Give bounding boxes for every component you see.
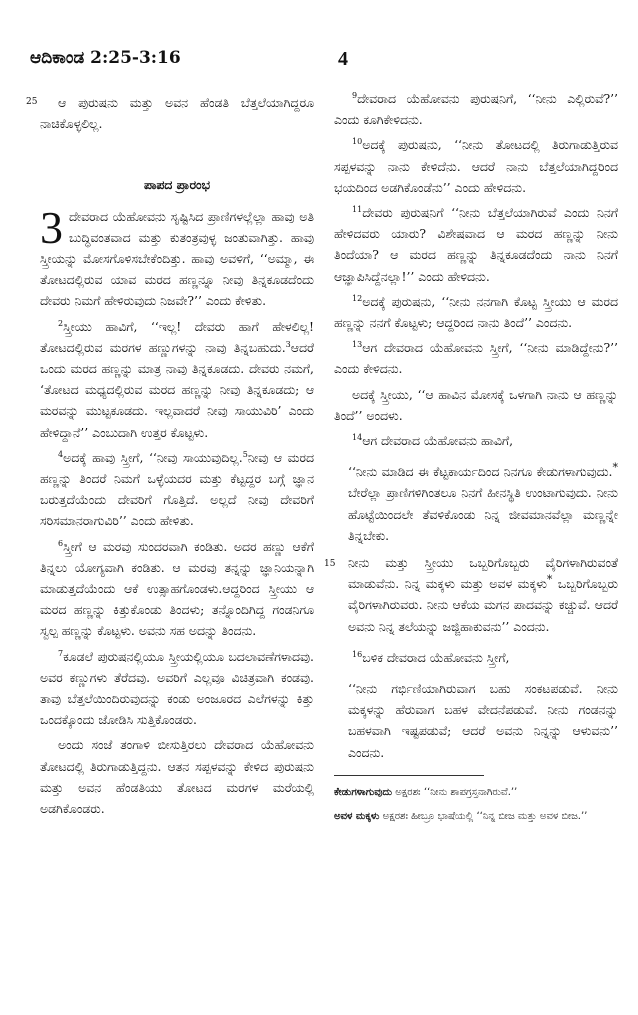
page-header — [30, 48, 610, 76]
verse-3-1: ದೇವರಾದ ಯೆಹೋವನು ಸೃಷ್ಟಿಸಿದ ಪ್ರಾಣಿಗಳಲ್ಲೆಲ್ಲಾ ಹಾವು ಅತಿ ಬುದ್ಧಿವಂತವಾದ ಮತ್ತು ಕುತಂತ್ರವುಳ್ಳ ಜಂತುವಾಗಿತ್ತು. ಹಾವು ಸ್ತ್ರೀಯನ್ನು ಮೋಸಗೊಳಿಸಬೇಕೆಂದಿತ್ತು. ಹಾವು ಅವಳಿಗೆ, ‘‘ಅಮ್ಮಾ, ಈ ತೋಟದಲ್ಲಿರುವ ಯಾವ ಮರದ ಹಣ್ಣನ್ನೂ ನೀವು ತಿನ್ನಕೂಡದೆಂದು ದೇವರು ನಿಮಗೆ ಹೇಳಿರುವುದು ನಿಜವೇ?’’ ಎಂದು ಕೇಳಿತು. — [40, 208, 314, 309]
stanza-2: 15 ನೀನು ಮತ್ತು ಸ್ತ್ರೀಯು ಒಬ್ಬರಿಗೊಬ್ಬರು ವೈರಿಗಳಾಗಿರುವಂತೆ ಮಾಡುವೆನು. ನಿನ್ನ ಮಕ್ಕಳು ಮತ್ತು ಅವಳ ಮಕ್ಕಳು* ಒಬ್ಬರಿಗೊಬ್ಬರು ವೈರಿಗಳಾಗಿರುವರು. ನೀನು ಆಕೆಯ ಮಗನ ಪಾದವನ್ನು ಕಚ್ಚುವೆ. ಆದರೆ ಅವನು ನಿನ್ನ ತಲೆಯನ್ನು ಜಜ್ಜಿಹಾಕುವನು’’ ಎಂದನು. — [324, 555, 618, 634]
right-column — [324, 88, 618, 832]
verse-25: ಆ ಪುರುಷನು ಮತ್ತು ಅವನ ಹೆಂಡತಿ ಬೆತ್ತಲೆಯಾಗಿದ್ದರೂ ನಾಚಿಕೊಳ್ಳಲಿಲ್ಲ. — [40, 95, 314, 132]
verse-number-15: 15 — [324, 559, 336, 570]
verse-number-25: 25 — [26, 97, 38, 107]
book-reference: ಆದಿಕಾಂಡ 2:25-3:16 — [30, 48, 181, 68]
verse-13b: ಅದಕ್ಕೆ ಸ್ತ್ರೀಯು, ‘‘ಆ ಹಾವಿನ ಮೋಸಕ್ಕೆ ಒಳಗಾಗಿ ನಾನು ಆ ಹಣ್ಣನ್ನು ತಿಂದೆ’’ ಅಂದಳು. — [334, 386, 618, 423]
verse-number-2: 2 — [58, 318, 64, 328]
verse-number-12: 12 — [352, 293, 363, 303]
poem-line: ‘‘ನೀನು ಮಾಡಿದ ಈ ಕೆಟ್ಟಕಾರ್ಯದಿಂದ ನಿನಗೂ ಕೇಡುಗಳಾಗುವುದು. — [348, 464, 613, 480]
verse-number-3: 3 — [285, 339, 291, 349]
verse-9: $^9$ದೇವರಾದ ಯೆಹೋವನು ಪುರುಷನಿಗೆ, ‘‘ನೀನು ಎಲ್ಲಿರುವೆ?’’ ಎಂದು ಕೂಗಿಕೇಳಿದನು. — [334, 90, 618, 128]
verse-8: ಅಂದು ಸಂಜೆ ತಂಗಾಳಿ ಬೀಸುತ್ತಿರಲು ದೇವರಾದ ಯೆಹೋವನು ತೋಟದಲ್ಲಿ ತಿರುಗಾಡುತ್ತಿದ್ದನು. ಆತನ ಸಪ್ಪಳವನ್ನು ಕೇಳಿದ ಪುರುಷನು ಮತ್ತು ಅವನ ಹೆಂಡತಿಯು ತೋಟದ ಮರಗಳ ಮರೆಯಲ್ಲಿ ಅಡಗಿಕೊಂಡರು. — [40, 737, 314, 817]
verse-6: $^6$ಸ್ತ್ರೀಗೆ ಆ ಮರವು ಸುಂದರವಾಗಿ ಕಂಡಿತು. ಅದರ ಹಣ್ಣು ಆಕೆಗೆ ತಿನ್ನಲು ಯೋಗ್ಯವಾಗಿ ಕಂಡಿತು. ಆ ಮರವು ತನ್ನನ್ನು ಜ್ಞಾನಿಯನ್ನಾಗಿ ಮಾಡುತ್ತದೆಯೆಂದು ಆಕೆ ಉತ್ಸಾಹಗೊಂಡಳು.ಆದ್ದರಿಂದ ಸ್ತ್ರೀಯು ಆ ಮರದ ಹಣ್ಣನ್ನು ಕಿತ್ತುಕೊಂಡು ತಿಂದಳು; ತನ್ನೊಂದಿಗಿದ್ದ ಗಂಡನಿಗೂ ಸ್ವಲ್ಪ ಹಣ್ಣನ್ನು ಕೊಟ್ಟಳು. ಅವನು ಸಹ ಅದನ್ನು ತಿಂದನು. — [40, 538, 314, 639]
verse-13: $^{13}$ಆಗ ದೇವರಾದ ಯೆಹೋವನು ಸ್ತ್ರೀಗೆ, ‘‘ನೀನು ಮಾಡಿದ್ದೇನು?’’ ಎಂದು ಕೇಳಿದನು. — [334, 340, 618, 377]
page-number: 4 — [338, 48, 348, 70]
verse-11: $^{11}$ದೇವರು ಪುರುಷನಿಗೆ ‘‘ನೀನು ಬೆತ್ತಲೆಯಾಗಿರುವೆ ಎಂದು ನಿನಗೆ ಹೇಳಿದವರು ಯಾರು? ವಿಶೇಷವಾದ ಆ ಮರದ ಹಣ್ಣನ್ನು ನೀನು ತಿಂದೆಯಾ? ಆ ಮರದ ಹಣ್ಣನ್ನು ತಿನ್ನಕೂಡದೆಂದು ನಾನು ನಿನಗೆ ಆಜ್ಞಾಪಿಸಿದ್ದೆನಲ್ಲಾ!’’ ಎಂದು ಹೇಳಿದನು. — [334, 204, 618, 284]
verse-12: $^{12}$ಅದಕ್ಕೆ ಪುರುಷನು, ‘‘ನೀನು ನನಗಾಗಿ ಕೊಟ್ಟ ಸ್ತ್ರೀಯು ಆ ಮರದ ಹಣ್ಣನ್ನು ನನಗೆ ಕೊಟ್ಟಳು; ಆದ್ದರಿಂದ ನಾನು ತಿಂದೆ’’ ಎಂದನು. — [334, 293, 618, 331]
verse-10: $^{10}$ಅದಕ್ಕೆ ಪುರುಷನು, ‘‘ನೀನು ತೋಟದಲ್ಲಿ ತಿರುಗಾಡುತ್ತಿರುವ ಸಪ್ಪಳವನ್ನು ನಾನು ಕೇಳಿದೆನು. ಆದರೆ ನಾನು ಬೆತ್ತಲೆಯಾಗಿದ್ದರಿಂದ ಭಯದಿಂದ ಅಡಗಿಕೊಂಡೆನು’’ ಎಂದು ಹೇಳಿದನು. — [334, 137, 618, 195]
poem-line: ‘‘ನೀನು ಗರ್ಭಿಣಿಯಾಗಿರುವಾಗ ಬಹು ಸಂಕಟಪಡುವೆ. ನೀನು ಮಕ್ಕಳನ್ನು ಹೆರುವಾಗ ಬಹಳ ವೇದನೆಪಡುವೆ. ನೀನು ಗಂಡನನ್ನು ಬಹಳವಾಗಿ ಇಷ್ಟಪಡುವೆ; ಆದರೆ ಅವನು ನಿನ್ನನ್ನು ಆಳುವನು’’ ಎಂದನು. — [348, 681, 618, 760]
chapter-number: 3 — [40, 201, 63, 253]
verse-number-16: 16 — [352, 649, 363, 659]
poem-curse-woman — [334, 678, 618, 763]
footnote-2: ಅವಳ ಮಕ್ಕಳು ಅಕ್ಷರಶಃ ಹೀಬ್ರೂ ಭಾಷೆಯಲ್ಲಿ ‘‘ನಿನ್ನ ಬೀಜ ಮತ್ತು ಅವಳ ಬೀಜ.’’ — [334, 810, 588, 822]
verse-number-10: 10 — [352, 137, 363, 147]
verse-number-14: 14 — [352, 432, 363, 442]
verse-4-5: $^4$ಅದಕ್ಕೆ ಹಾವು ಸ್ತ್ರೀಗೆ, ‘‘ನೀವು ಸಾಯುವುದಿಲ್ಲ.$^5$ನೀವು ಆ ಮರದ ಹಣ್ಣನ್ನು ತಿಂದರೆ ನಿಮಗೆ ಒಳ್ಳೆಯದರ ಮತ್ತು ಕೆಟ್ಟದ್ದರ ಬಗ್ಗೆ ಜ್ಞಾನ ಬರುತ್ತದೆಯೆಂದು ದೇವರಿಗೆ ಗೊತ್ತಿದೆ. ಅಲ್ಲದೆ ನೀವು ದೇವರಿಗೆ ಸರಿಸಮಾನರಾಗುವಿರಿ’’ ಎಂದು ಹೇಳಿತು. — [40, 449, 314, 529]
left-column — [26, 92, 314, 823]
verse-number-6: 6 — [58, 538, 64, 548]
verse-number-9: 9 — [352, 90, 358, 100]
stanza-1: ‘‘ನೀನು ಮಾಡಿದ ಈ ಕೆಟ್ಟಕಾರ್ಯದಿಂದ ನಿನಗೂ ಕೇಡುಗಳಾಗುವುದು.* ಬೇರೆಲ್ಲಾ ಪ್ರಾಣಿಗಳಿಗಿಂತಲೂ ನಿನಗೆ ಹೀನಸ್ಥಿತಿ ಉಂಟಾಗುವುದು. ನೀನು ಹೊಟ್ಟೆಯಿಂದಲೇ ತೆವಳಿಕೊಂಡು ನಿನ್ನ ಜೀವಮಾನವೆಲ್ಲಾ ಮಣ್ಣನ್ನೇ ತಿನ್ನಬೇಕು. — [348, 461, 618, 543]
footnote-1: ಕೇಡುಗಳಾಗುವುದು ಅಕ್ಷರಶಃ ‘‘ನೀನು ಶಾಪಗ್ರಸ್ತನಾಗಿರುವೆ.’’ — [334, 786, 518, 798]
verse-14: $^{14}$ಆಗ ದೇವರಾದ ಯೆಹೋವನು ಹಾವಿಗೆ, — [352, 432, 514, 449]
verse-number-7: 7 — [58, 648, 64, 658]
verse-7: $^7$ಕೂಡಲೆ ಪುರುಷನಲ್ಲಿಯೂ ಸ್ತ್ರೀಯಲ್ಲಿಯೂ ಬದಲಾವಣೆಗಳಾದವು. ಅವರ ಕಣ್ಣುಗಳು ತೆರೆದವು. ಅವರಿಗೆ ಎಲ್ಲವೂ ವಿಚಿತ್ರವಾಗಿ ಕಂಡವು. ತಾವು ಬೆತ್ತಲೆಯಿಂದಿರುವುದನ್ನು ಕಂಡು ಅಂಜೂರದ ಎಲೆಗಳನ್ನು ಕಿತ್ತು ಒಂದಕ್ಕೊಂದು ಜೋಡಿಸಿ ಸುತ್ತಿಕೊಂಡರು. — [40, 648, 314, 728]
verse-number-4: 4 — [58, 449, 64, 459]
footnote-marker[interactable]: * — [612, 461, 618, 475]
footnote-marker[interactable]: * — [546, 573, 553, 587]
verse-number-5: 5 — [242, 449, 248, 459]
footnote-divider — [334, 775, 484, 776]
poem-curse-serpent — [324, 461, 618, 637]
verse-number-11: 11 — [352, 204, 363, 214]
verse-16: $^{16}$ಬಳಿಕ ದೇವರಾದ ಯೆಹೋವನು ಸ್ತ್ರೀಗೆ, — [352, 649, 510, 665]
verse-2-3: $^2$ಸ್ತ್ರೀಯು ಹಾವಿಗೆ, ‘‘ಇಲ್ಲ! ದೇವರು ಹಾಗೆ ಹೇಳಲಿಲ್ಲ! ತೋಟದಲ್ಲಿರುವ ಮರಗಳ ಹಣ್ಣುಗಳನ್ನು ನಾವು ತಿನ್ನಬಹುದು.$^3$ಆದರೆ ಒಂದು ಮರದ ಹಣ್ಣನ್ನು ಮಾತ್ರ ನಾವು ತಿನ್ನಕೂಡದು. ದೇವರು ನಮಗೆ, ‘ತೋಟದ ಮಧ್ಯದಲ್ಲಿರುವ ಮರದ ಹಣ್ಣನ್ನು ನೀವು ತಿನ್ನಕೂಡದು; ಆ ಮರವನ್ನು ಮುಟ್ಟಕೂಡದು. ಇಲ್ಲವಾದರೆ ನೀವು ಸಾಯುವಿರಿ’ ಎಂದು ಹೇಳಿದ್ದಾನೆ’’ ಎಂಬುದಾಗಿ ಉತ್ತರ ಕೊಟ್ಟಳು. — [40, 318, 314, 440]
verse-number-13: 13 — [352, 340, 363, 350]
section-title: ಪಾಪದ ಪ್ರಾರಂಭ — [144, 177, 210, 193]
poem-line: ನೀನು ಮತ್ತು ಸ್ತ್ರೀಯು ಒಬ್ಬರಿಗೊಬ್ಬರು ವೈರಿಗಳಾಗಿರುವಂತೆ ಮಾಡುವೆನು. ನಿನ್ನ ಮಕ್ಕಳು ಮತ್ತು ಅವಳ ಮಕ್ಕಳು — [348, 555, 618, 592]
chapter-3-opening — [40, 201, 314, 312]
